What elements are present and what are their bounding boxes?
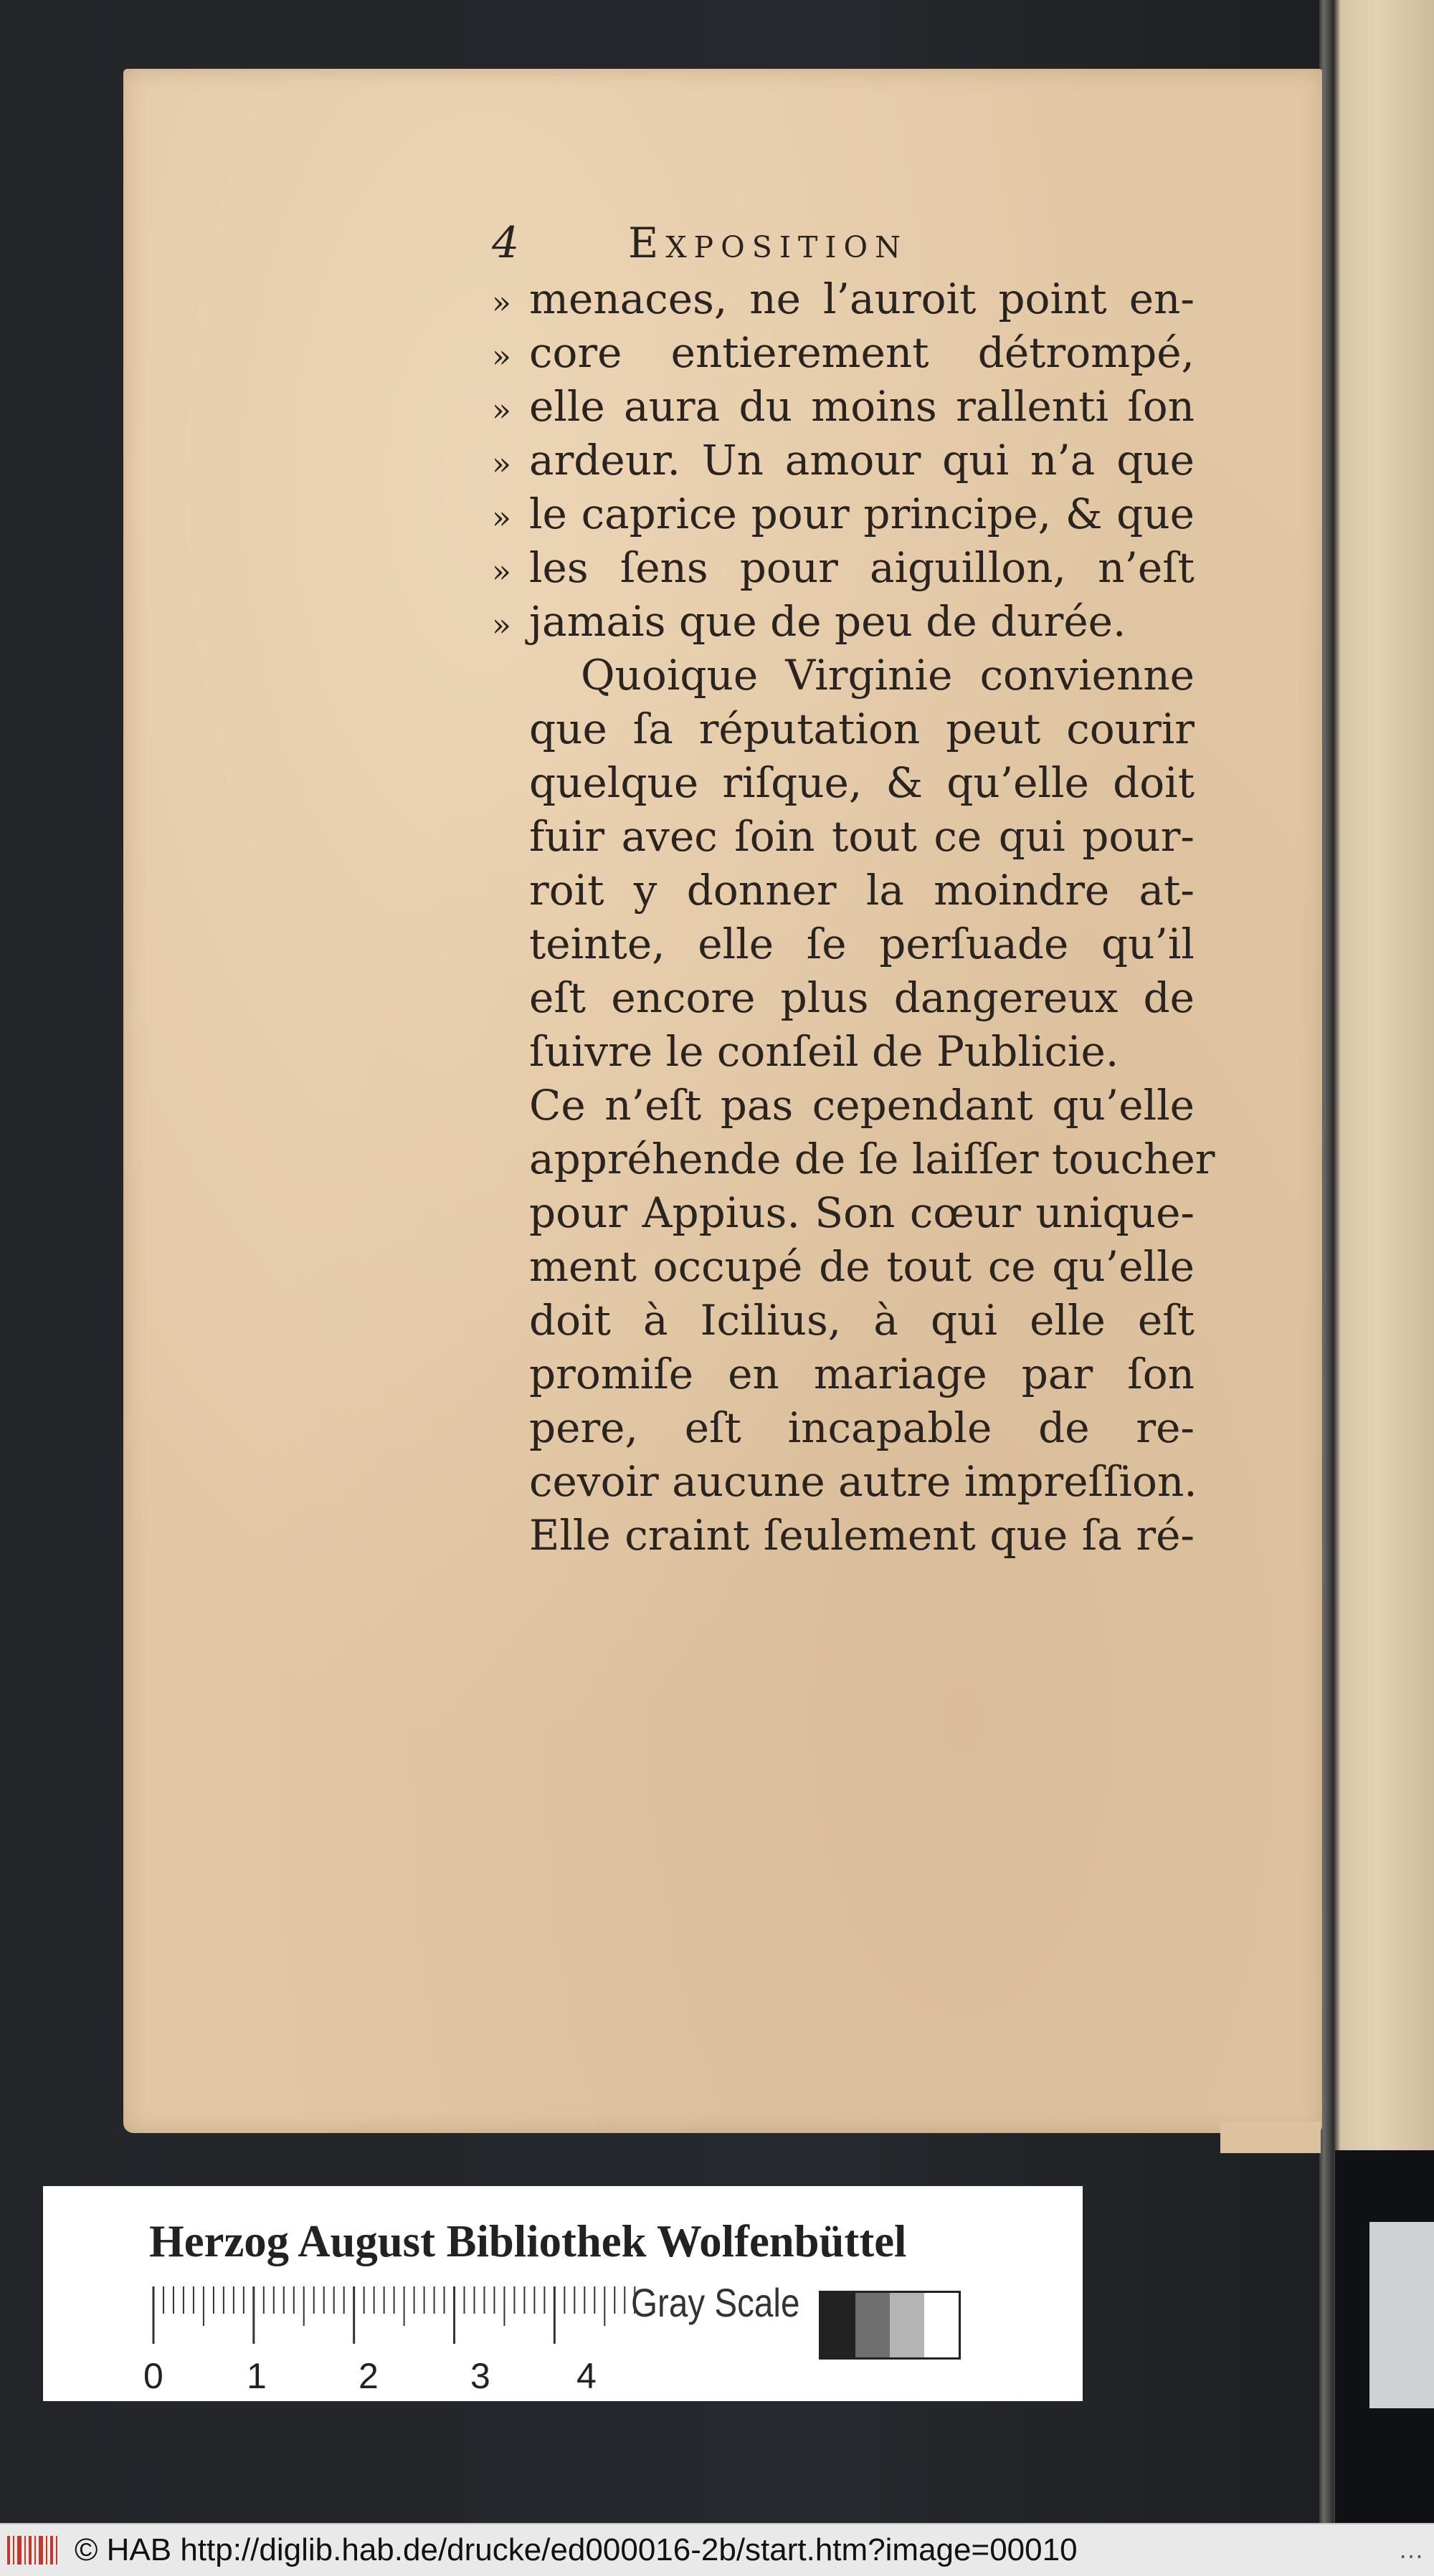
grayscale-patch: [821, 2293, 855, 2357]
line-text: appréhende de ſe laiſſer toucher: [529, 1135, 1215, 1183]
ruler-label: 4: [576, 2356, 597, 2396]
grayscale-patch: [855, 2293, 890, 2357]
text-line: [492, 917, 1195, 971]
grayscale-label: Gray Scale: [631, 2280, 800, 2325]
ruler-scale: [151, 2286, 652, 2344]
quote-mark: »: [492, 285, 511, 321]
text-line: [492, 702, 1195, 756]
text-line: [492, 1025, 1195, 1079]
quote-mark: »: [492, 607, 511, 644]
quote-mark: »: [492, 446, 511, 482]
text-lines: [492, 272, 1215, 1563]
page-corner: [1220, 2122, 1321, 2153]
line-text: core entierement détrompé,: [529, 328, 1195, 377]
grayscale-patch: [924, 2293, 959, 2357]
text-line: [492, 649, 1195, 702]
text-line: [492, 595, 1195, 649]
line-text: cevoir aucune autre impreſſion.: [529, 1457, 1197, 1506]
grayscale-swatch: [819, 2291, 961, 2360]
text-line: [492, 1509, 1195, 1563]
line-text: quelque riſque, & qu’elle doit: [529, 758, 1195, 807]
text-line: [492, 434, 1195, 487]
text-line: [492, 971, 1195, 1025]
page-header: [492, 218, 1195, 272]
text-line: [492, 1079, 1195, 1132]
page-text: [492, 218, 1215, 1563]
text-line: [492, 1132, 1215, 1186]
line-text: roit y donner la moindre at-: [529, 866, 1195, 915]
ruler-label: 3: [470, 2356, 490, 2396]
facing-page-edge: [1319, 0, 1434, 2523]
text-line: [492, 1240, 1195, 1294]
text-line: [492, 272, 1195, 326]
line-text: jamais que de peu de durée.: [529, 597, 1126, 646]
text-line: [492, 1347, 1195, 1401]
line-text: ardeur. Un amour qui n’a que: [529, 436, 1195, 485]
page-number: 4: [492, 218, 520, 268]
line-text: Quoique Virginie convienne: [581, 651, 1195, 700]
quote-mark: »: [492, 500, 511, 536]
grayscale-patch: [890, 2293, 924, 2357]
facing-card-edge: [1369, 2222, 1434, 2408]
text-line: [492, 1294, 1195, 1347]
line-text: les ſens pour aiguillon, n’eſt: [529, 543, 1195, 592]
text-line: [492, 1455, 1195, 1509]
line-text: Ce n’eſt pas cependant qu’elle: [529, 1081, 1195, 1130]
line-text: elle aura du moins rallenti ſon: [529, 382, 1195, 431]
barcode-logo-icon: [6, 2532, 63, 2569]
line-text: doit à Icilius, à qui elle eſt: [529, 1296, 1195, 1345]
ruler-label: 0: [143, 2356, 163, 2396]
text-line: [492, 864, 1195, 917]
line-text: pere, eſt incapable de re-: [529, 1403, 1195, 1452]
text-line: [492, 326, 1195, 380]
text-line: [492, 1186, 1195, 1240]
more-icon[interactable]: …: [1398, 2534, 1424, 2564]
text-line: [492, 380, 1195, 434]
text-line: [492, 541, 1195, 595]
quote-mark: »: [492, 553, 511, 590]
text-line: [492, 756, 1195, 810]
line-text: que ſa réputation peut courir: [529, 705, 1195, 753]
line-text: le caprice pour principe, & que: [529, 490, 1195, 538]
library-name: Herzog August Bibliothek Wolfenbüttel: [149, 2215, 907, 2266]
quote-mark: »: [492, 338, 511, 375]
running-head: Exposition: [628, 219, 908, 267]
text-line: [492, 810, 1195, 864]
line-text: promiſe en mariage par ſon: [529, 1350, 1195, 1398]
line-text: fuir avec ſoin tout ce qui pour-: [529, 812, 1195, 861]
line-text: ment occupé de tout ce qu’elle: [529, 1242, 1195, 1291]
ruler-label: 2: [358, 2356, 379, 2396]
source-url[interactable]: © HAB http://diglib.hab.de/drucke/ed000016-2b/start.htm?image=00010: [75, 2532, 1078, 2567]
color-calibration-card: [43, 2186, 1083, 2401]
line-text: ſuivre le conſeil de Publicie.: [529, 1027, 1119, 1076]
line-text: eſt encore plus dangereux de: [529, 973, 1195, 1022]
text-line: [492, 487, 1195, 541]
status-bar: [0, 2523, 1434, 2576]
text-line: [492, 1401, 1195, 1455]
line-text: pour Appius. Son cœur unique-: [529, 1188, 1195, 1237]
line-text: Elle craint ſeulement que ſa ré-: [529, 1511, 1195, 1560]
line-text: teinte, elle ſe perſuade qu’il: [529, 920, 1195, 968]
line-text: menaces, ne l’auroit point en-: [529, 275, 1195, 323]
quote-mark: »: [492, 392, 511, 429]
ruler-label: 1: [247, 2356, 267, 2396]
